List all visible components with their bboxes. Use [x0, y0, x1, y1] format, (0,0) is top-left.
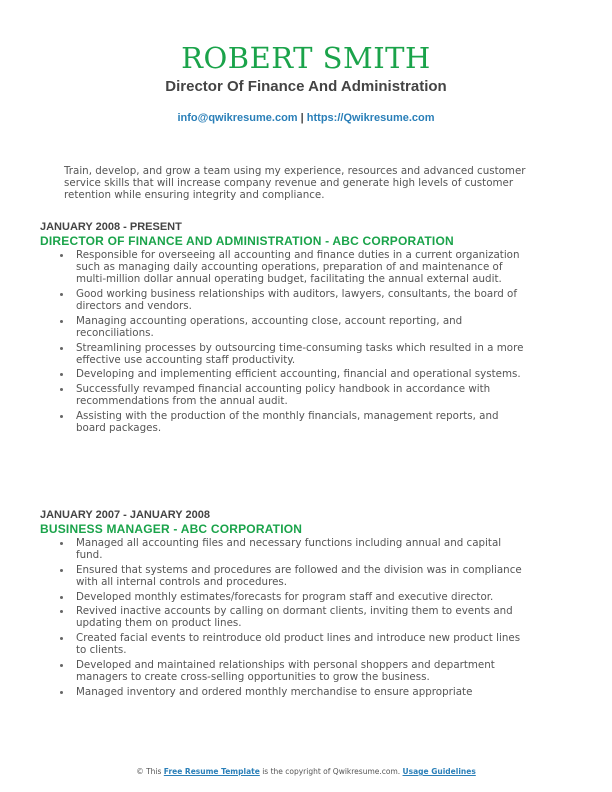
contact-line	[0, 112, 612, 125]
list-item: Developing and implementing efficient accounting, financial and operational systems.	[40, 368, 530, 380]
list-item: Revived inactive accounts by calling on dormant clients, inviting them to events and updating them on product lines.	[40, 605, 530, 629]
list-item: Managing accounting operations, accounting close, account reporting, and reconciliations.	[40, 315, 530, 339]
list-item: Developed and maintained relationships with personal shoppers and department managers to create cross-selling opportunities to grow the business.	[40, 659, 530, 683]
job-title: DIRECTOR OF FINANCE AND ADMINISTRATION - ABC CORPORATION	[40, 234, 454, 248]
candidate-role: Director Of Finance And Administration	[165, 78, 447, 95]
list-item: Assisting with the production of the monthly financials, management reports, and board packages.	[40, 410, 530, 434]
usage-guidelines-link[interactable]: Usage Guidelines	[402, 767, 476, 776]
list-item: Created facial events to reintroduce old product lines and introduce new product lines to clients.	[40, 632, 530, 656]
list-item: Managed all accounting files and necessary functions including annual and capital fund.	[40, 537, 530, 561]
list-item: Streamlining processes by outsourcing time-consuming tasks which resulted in a more effective use accounting staff productivity.	[40, 342, 530, 366]
job-entry	[40, 508, 530, 700]
list-item: Good working business relationships with auditors, lawyers, consultants, the board of directors and vendors.	[40, 288, 530, 312]
contact-separator: |	[300, 112, 304, 124]
footer-copyright: is the copyright of Qwikresume.com.	[262, 767, 401, 776]
candidate-name: ROBERT SMITH	[181, 41, 431, 75]
job-dates: JANUARY 2007 - JANUARY 2008	[40, 509, 210, 521]
footer	[0, 767, 612, 777]
job-bullet-list	[40, 537, 530, 698]
job-title: BUSINESS MANAGER - ABC CORPORATION	[40, 522, 303, 536]
job-entry	[40, 220, 530, 437]
list-item: Managed inventory and ordered monthly merchandise to ensure appropriate	[40, 686, 530, 698]
website-link[interactable]: https://Qwikresume.com	[306, 112, 435, 124]
free-template-link[interactable]: Free Resume Template	[163, 767, 260, 776]
job-bullet-list	[40, 249, 530, 434]
list-item: Ensured that systems and procedures are followed and the division was in compliance with all internal controls and procedures.	[40, 564, 530, 588]
job-dates: JANUARY 2008 - PRESENT	[40, 221, 182, 233]
list-item: Successfully revamped financial accounting policy handbook in accordance with recommendations from the annual audit.	[40, 383, 530, 407]
email-link[interactable]: info@qwikresume.com	[177, 112, 298, 124]
footer-prefix: © This	[136, 767, 162, 776]
summary-text: Train, develop, and grow a team using my experience, resources and advanced customer service skills that will increase company revenue and generate high levels of customer retention while ensuring integrity and compliance.	[64, 165, 526, 201]
list-item: Developed monthly estimates/forecasts for program staff and executive director.	[40, 591, 530, 603]
list-item: Responsible for overseeing all accounting and finance duties in a current organization such as managing daily accounting operations, preparation of and maintenance of multi-million dollar annual operating budget, facilitating the annual external audit.	[40, 249, 530, 286]
